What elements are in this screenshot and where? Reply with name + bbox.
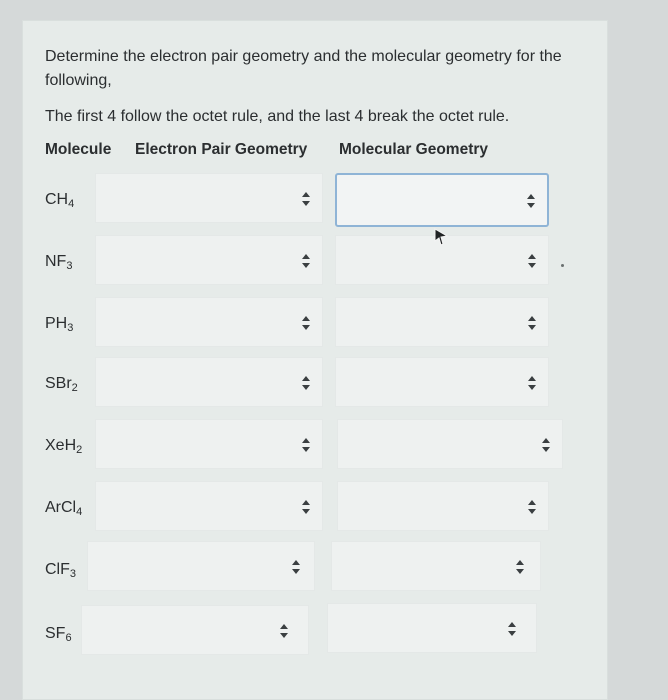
molecular-geometry-select-ch4[interactable] bbox=[335, 173, 549, 227]
up-down-arrows-icon bbox=[292, 560, 300, 574]
molecular-geometry-select-xeh2[interactable] bbox=[337, 419, 563, 469]
header-molecular-geometry: Molecular Geometry bbox=[339, 141, 489, 158]
up-down-arrows-icon bbox=[508, 622, 516, 636]
up-down-arrows-icon bbox=[302, 438, 310, 452]
up-down-arrows-icon bbox=[280, 624, 288, 638]
header-molecule: Molecule bbox=[45, 141, 112, 158]
mouse-pointer-icon bbox=[433, 227, 449, 252]
molecular-geometry-select-sbr2[interactable] bbox=[335, 357, 549, 407]
electron-pair-select-sbr2[interactable] bbox=[95, 357, 323, 407]
up-down-arrows-icon bbox=[516, 560, 524, 574]
molecular-geometry-select-ph3[interactable] bbox=[335, 297, 549, 347]
molecule-label: $CH_4$ bbox=[45, 191, 75, 210]
electron-pair-select-ph3[interactable] bbox=[95, 297, 323, 347]
header-electron-pair-geometry: Electron Pair Geometry bbox=[135, 141, 308, 158]
up-down-arrows-icon bbox=[542, 438, 550, 452]
stray-dot bbox=[561, 264, 564, 267]
molecular-geometry-select-sf6[interactable] bbox=[327, 603, 537, 653]
up-down-arrows-icon bbox=[302, 192, 310, 206]
up-down-arrows-icon bbox=[302, 376, 310, 390]
molecule-label: SBr$_2$ bbox=[45, 375, 78, 394]
up-down-arrows-icon bbox=[528, 500, 536, 514]
up-down-arrows-icon bbox=[528, 254, 536, 268]
question-instruction: Determine the electron pair geometry and the molecular geometry for the following, bbox=[45, 48, 562, 89]
electron-pair-select-sf6[interactable] bbox=[81, 605, 309, 655]
electron-pair-select-arcl4[interactable] bbox=[95, 481, 323, 531]
molecular-geometry-select-arcl4[interactable] bbox=[337, 481, 549, 531]
molecule-label: ArCl$_4$ bbox=[45, 499, 83, 518]
up-down-arrows-icon bbox=[528, 376, 536, 390]
up-down-arrows-icon bbox=[302, 500, 310, 514]
electron-pair-select-nf3[interactable] bbox=[95, 235, 323, 285]
octet-rule-note: The first 4 follow the octet rule, and the last 4 break the octet rule. bbox=[45, 108, 510, 125]
electron-pair-select-xeh2[interactable] bbox=[95, 419, 323, 469]
electron-pair-select-clf3[interactable] bbox=[87, 541, 315, 591]
up-down-arrows-icon bbox=[302, 254, 310, 268]
molecule-label: $NF_3$ bbox=[45, 253, 73, 272]
question-panel bbox=[22, 20, 608, 700]
up-down-arrows-icon bbox=[528, 316, 536, 330]
molecule-label: XeH$_2$ bbox=[45, 437, 83, 456]
molecular-geometry-select-clf3[interactable] bbox=[331, 541, 541, 591]
molecule-label: ClF$_3$ bbox=[45, 561, 77, 580]
up-down-arrows-icon bbox=[527, 194, 535, 208]
up-down-arrows-icon bbox=[302, 316, 310, 330]
molecule-label: $SF_6$ bbox=[45, 625, 72, 644]
electron-pair-select-ch4[interactable] bbox=[95, 173, 323, 223]
molecule-label: $PH_3$ bbox=[45, 315, 74, 334]
